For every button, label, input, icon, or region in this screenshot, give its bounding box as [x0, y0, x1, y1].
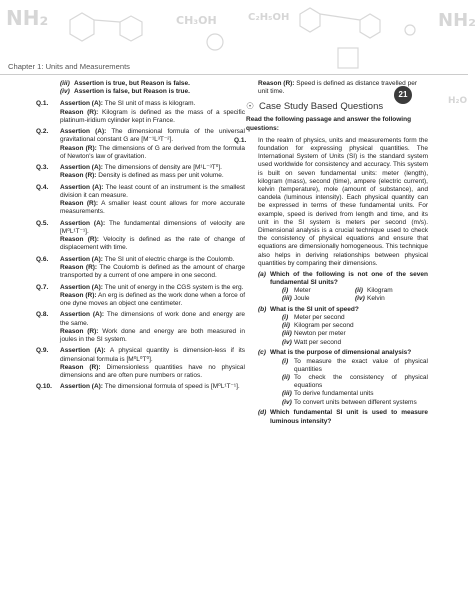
assertion-reason-question: Q.6. Assertion (A): The SI unit of electric charge is the Coulomb. Reason (R): The Coulomb is defined as the amount of charge transported by a current of one ampere in one second. — [36, 255, 245, 280]
page-number-badge: 21 — [394, 86, 412, 104]
answer-option: (iv) To convert units between different systems — [282, 398, 417, 406]
sub-question: (c) What is the purpose of dimensional analysis? (i) To measure the exact value of physical quantities (ii) To check the consistency of physical equations (iii) To derive fundamental units (iv) To convert units between different systems — [258, 349, 428, 406]
left-column — [36, 80, 245, 392]
case-study-question: Q.1. In the realm of physics, units and measurements form the foundation for expressing physical quantities. The International System of Units (SI) is the standard system used worldwide for consistency and accuracy. This system is built on seven fundamental units: meter (length), kilogram (mass), second (time), ampere (electric current), kelvin (temperature), mole (amount of substance), and candela (luminous intensity). Each physical quantity can be expressed in terms of these fundamental units. For example, speed is derived from length and time, and its unit in the SI system is meters per second (m/s). Dimensional analysis is a crucial technique used to check the consistency of physical equations and ensure that equations are dimensionally homogeneous. This technique also helps in deriving relationships between physical quantities by comparing their dimensions. (a) Which of the following is not one of the seven fundamental SI units? (i) Meter (ii) Kilogram (iii) Joule (iv) Kelvin (b) What is the SI unit of speed? (i) Meter per second (ii) Kilogram per second (iii) Newton per meter (iv) Watt per second (c) What is the purpose of dimensional analysis? (i) To measure the exact value of physical quantities (ii) To check the consistency of physical equations (iii) To derive fundamental units (iv) To convert units between different systems (d) Which fundamental SI unit is used to measure luminous intensity? — [234, 136, 428, 425]
assertion-text: The dimensional formula of the universal gravitational constant G are [M⁻¹L³T⁻²]. — [60, 128, 245, 144]
assertion-text: The SI unit of electric charge is the Coulomb. — [104, 255, 235, 263]
chem-formula-decor: NH₂ — [438, 10, 476, 31]
sub-question: (a) Which of the following is not one of the seven fundamental SI units? (i) Meter (ii) Kilogram (iii) Joule (iv) Kelvin — [258, 270, 428, 303]
chem-formula-decor: H₂O — [448, 96, 468, 106]
assertion-text: The dimensions of work done and energy are the same. — [60, 311, 245, 327]
reason-text: Velocity is defined as the rate of change of displacement with time. — [60, 236, 245, 252]
reason-text: A smaller least count allows for more accurate measurements. — [60, 200, 245, 216]
header-divider — [0, 74, 468, 75]
chem-formula-decor: C₂H₅OH — [248, 12, 290, 23]
reason-text: The dimensions of G are derived from the formula of Newton's law of gravitation. — [60, 144, 245, 160]
reason-text: Kilogram is defined as the mass of a specific platinum-iridium cylinder kept in France. — [60, 108, 245, 124]
instructions: Read the following passage and answer the following questions: — [246, 116, 412, 132]
assertion-reason-question: Q.10. Assertion (A): The dimensional formula of speed is [M⁰L¹T⁻¹]. — [36, 383, 240, 391]
answer-option: (i) Meter — [282, 286, 311, 294]
reason-text: Density is defined as mass per unit volume. — [98, 172, 224, 180]
chapter-header: Chapter 1: Units and Measurements — [8, 62, 130, 71]
answer-option: (i) To measure the exact value of physical quantities — [282, 357, 428, 373]
assertion-reason-question: Q.2. Assertion (A): The dimensional formula of the universal gravitational constant G are [M⁻¹L³T⁻²]. Reason (R): The dimensions of G are derived from the formula of Newton's law of gravitation. — [36, 128, 245, 160]
section-title: ☉ Case Study Based Questions — [246, 100, 384, 112]
assertion-option: (iv) Assertion is false, but Reason is true. — [60, 88, 190, 96]
reason-text: Dimensionless quantities have no physical dimensions and are often pure numbers or ratios. — [60, 363, 245, 379]
answer-option: (iv) Watt per second — [282, 338, 342, 346]
sub-question: (b) What is the SI unit of speed? (i) Meter per second (ii) Kilogram per second (iii) Newton per meter (iv) Watt per second — [258, 306, 428, 347]
reason-continued: Reason (R): Speed is defined as distance travelled per unit time. — [258, 80, 417, 96]
sub-question: (d) Which fundamental SI unit is used to measure luminous intensity? — [258, 409, 428, 425]
assertion-reason-question: Q.8. Assertion (A): The dimensions of work done and energy are the same. Reason (R): Work done and energy are both measured in joules in the SI system. — [36, 311, 245, 343]
assertion-reason-question: Q.5. Assertion (A): The fundamental dimensions of velocity are [M⁰L¹T⁻¹]. Reason (R): Velocity is defined as the rate of change of displacement with time. — [36, 219, 245, 252]
lightbulb-icon: ☉ — [246, 101, 255, 112]
answer-option: (iii) To derive fundamental units — [282, 390, 374, 398]
answer-option: (ii) Kilogram per second — [282, 322, 354, 330]
assertion-option: (iii) Assertion is true, but Reason is false. — [60, 80, 190, 87]
assertion-reason-question: Q.3. Assertion (A): The dimensions of density are [M¹L⁻³T⁰]. Reason (R): Density is defined as mass per unit volume. — [36, 164, 224, 180]
passage-text: In the realm of physics, units and measurements form the foundation for expressing physical quantities. The International System of Units (SI) is the standard system used worldwide for consistency and accuracy. This system is built on seven fundamental units: meter (length), kilogram (mass), second (time), ampere (electric current), kelvin (temperature), mole (amount of substance), and candela (luminous intensity). Each physical quantity can be expressed in terms of these fundamental units. For example, speed is derived from length and time, and its unit in the SI system is meters per second (m/s). Dimensional analysis is a crucial technique used to check the consistency of physical equations and ensure that equations are dimensionally homogeneous. This technique also helps in deriving relationships between physical quantities by comparing their dimensions. — [258, 136, 428, 267]
assertion-reason-question: Q.1. Assertion (A): The SI unit of mass is kilogram. Reason (R): Kilogram is defined as the mass of a specific platinum-iridium cylinder kept in France. — [36, 100, 245, 124]
answer-option: (i) Meter per second — [282, 314, 345, 322]
assertion-reason-question: Q.4. Assertion (A): The least count of an instrument is the smallest division it can measure. Reason (R): A smaller least count allows for more accurate measurements. — [36, 183, 245, 216]
right-column — [234, 80, 428, 426]
chem-formula-decor: NH₂ — [6, 6, 49, 30]
assertion-reason-question: Q.9. Assertion (A): A physical quantity is dimension-less if its dimensional formula is [M⁰L⁰T⁰]. Reason (R): Dimensionless quantities have no physical dimensions and are often pure numbers or ratios. — [36, 347, 245, 379]
assertion-text: The dimensional formula of speed is [M⁰L¹T⁻¹]. — [104, 383, 240, 391]
assertion-text: The least count of an instrument is the smallest division it can measure. — [60, 183, 245, 199]
reason-text: The Coulomb is defined as the amount of charge transported by a current of one ampere in one second. — [60, 264, 245, 280]
answer-option: (ii) Kilogram — [355, 286, 393, 294]
assertion-text: The SI unit of mass is kilogram. — [104, 100, 196, 108]
assertion-text: The dimensions of density are [M¹L⁻³T⁰]. — [104, 164, 222, 172]
reason-text: Work done and energy are both measured in joules in the SI system. — [60, 327, 245, 343]
answer-option: (iii) Joule — [282, 295, 310, 303]
answer-option: (iv) Kelvin — [355, 295, 385, 303]
reason-text: An erg is defined as the work done when a force of one dyne moves an object one centimeter. — [60, 291, 245, 307]
chem-formula-decor: CH₃OH — [176, 14, 217, 27]
assertion-text: The fundamental dimensions of velocity are [M⁰L¹T⁻¹]. — [60, 219, 245, 235]
assertion-text: A physical quantity is dimension-less if its dimensional formula is [M⁰L⁰T⁰]. — [60, 347, 245, 363]
answer-option: (iii) Newton per meter — [282, 330, 346, 338]
assertion-reason-question: Q.7. Assertion (A): The unit of energy in the CGS system is the erg. Reason (R): An erg is defined as the work done when a force of one dyne moves an object one centimeter. — [36, 283, 245, 307]
assertion-text: The unit of energy in the CGS system is the erg. — [104, 283, 244, 291]
answer-option: (ii) To check the consistency of physical equations — [282, 374, 428, 390]
